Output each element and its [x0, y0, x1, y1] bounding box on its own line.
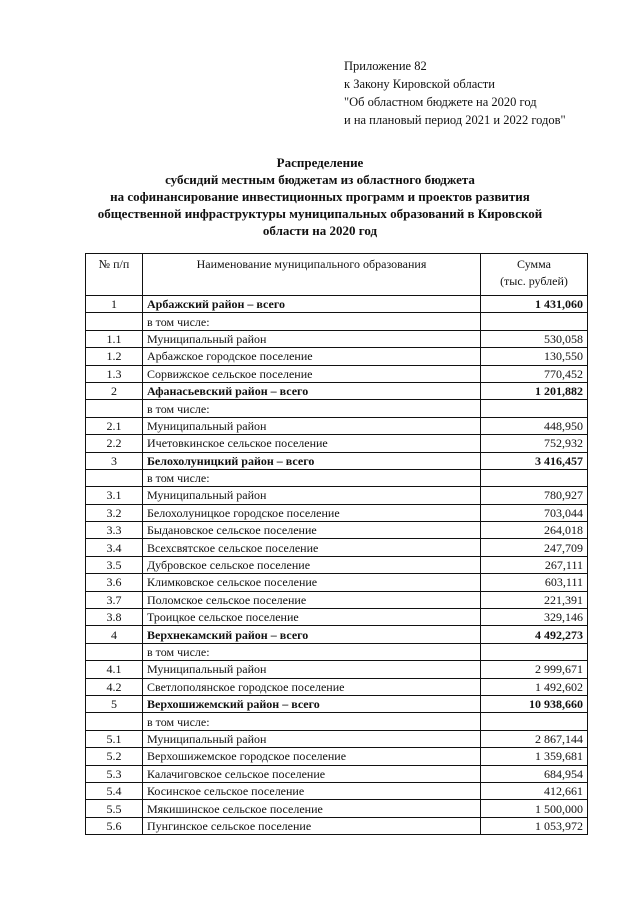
- row-number: [86, 469, 143, 486]
- table-row: [86, 313, 588, 330]
- header-sum-title: Сумма: [517, 257, 551, 271]
- row-name: Мякишинское сельское поселение: [143, 800, 481, 817]
- document-title: [0, 154, 640, 239]
- row-name: Климковское сельское поселение: [143, 574, 481, 591]
- row-sum: 10 938,660: [481, 695, 588, 712]
- row-number: 3.7: [86, 591, 143, 608]
- row-sum: 267,111: [481, 556, 588, 573]
- table-row: [86, 748, 588, 765]
- table-row: [86, 365, 588, 382]
- row-name: Верхошижемский район – всего: [143, 695, 481, 712]
- row-number: 1.2: [86, 348, 143, 365]
- row-number: 3.1: [86, 487, 143, 504]
- row-number: 3.8: [86, 609, 143, 626]
- row-sum: 329,146: [481, 609, 588, 626]
- row-number: 5.3: [86, 765, 143, 782]
- row-sum: 770,452: [481, 365, 588, 382]
- row-sum: 703,044: [481, 504, 588, 521]
- table-row: [86, 417, 588, 434]
- table-row: [86, 591, 588, 608]
- row-sum: 530,058: [481, 330, 588, 347]
- title-line-1: Распределение: [276, 155, 364, 170]
- table-row: [86, 400, 588, 417]
- row-name: Афанасьевский район – всего: [143, 382, 481, 399]
- row-name: Поломское сельское поселение: [143, 591, 481, 608]
- table-row: [86, 504, 588, 521]
- row-number: 2: [86, 382, 143, 399]
- row-number: 3.4: [86, 539, 143, 556]
- row-number: 3.3: [86, 522, 143, 539]
- row-name: Светлополянское городское поселение: [143, 678, 481, 695]
- row-name: Верхошижемское городское поселение: [143, 748, 481, 765]
- row-sum: 264,018: [481, 522, 588, 539]
- table-row: [86, 539, 588, 556]
- header-sum: [481, 254, 588, 296]
- row-sum: 247,709: [481, 539, 588, 556]
- row-sum: [481, 713, 588, 730]
- row-number: [86, 400, 143, 417]
- row-sum: 684,954: [481, 765, 588, 782]
- table-row: [86, 817, 588, 834]
- row-number: 3.5: [86, 556, 143, 573]
- row-sum: 603,111: [481, 574, 588, 591]
- table-row: [86, 626, 588, 643]
- row-sum: [481, 469, 588, 486]
- table-row: [86, 782, 588, 799]
- row-sum: 3 416,457: [481, 452, 588, 469]
- row-sum: 752,932: [481, 435, 588, 452]
- row-sum: 1 492,602: [481, 678, 588, 695]
- row-name: Пунгинское сельское поселение: [143, 817, 481, 834]
- row-name: Арбажский район – всего: [143, 296, 481, 313]
- row-sum: 1 201,882: [481, 382, 588, 399]
- row-sum: 1 431,060: [481, 296, 588, 313]
- header-num: № п/п: [86, 254, 143, 296]
- row-name: Косинское сельское поселение: [143, 782, 481, 799]
- row-number: 1.3: [86, 365, 143, 382]
- row-number: 5.6: [86, 817, 143, 834]
- table-row: [86, 469, 588, 486]
- table-row: [86, 348, 588, 365]
- annex-law: к Закону Кировской области: [344, 77, 495, 91]
- row-sum: 2 867,144: [481, 730, 588, 747]
- table-row: [86, 382, 588, 399]
- table-row: [86, 574, 588, 591]
- table-row: [86, 678, 588, 695]
- row-sum: 1 053,972: [481, 817, 588, 834]
- row-name: Белохолуницкое городское поселение: [143, 504, 481, 521]
- title-line-2: субсидий местным бюджетам из областного бюджета: [165, 172, 475, 187]
- row-number: 5.2: [86, 748, 143, 765]
- row-number: 4.2: [86, 678, 143, 695]
- row-number: 4.1: [86, 661, 143, 678]
- row-name: Всехсвятское сельское поселение: [143, 539, 481, 556]
- table-body: [86, 296, 588, 835]
- row-number: 2.1: [86, 417, 143, 434]
- table-row: [86, 296, 588, 313]
- row-number: 3.6: [86, 574, 143, 591]
- table-row: [86, 609, 588, 626]
- row-sum: [481, 643, 588, 660]
- annex-number: Приложение 82: [344, 59, 427, 73]
- header-name: Наименование муниципального образования: [143, 254, 481, 296]
- table-row: [86, 713, 588, 730]
- row-name: Быдановское сельское поселение: [143, 522, 481, 539]
- row-name: Белохолуницкий район – всего: [143, 452, 481, 469]
- row-sum: 4 492,273: [481, 626, 588, 643]
- row-sum: 221,391: [481, 591, 588, 608]
- row-name: Муниципальный район: [143, 417, 481, 434]
- row-sum: [481, 313, 588, 330]
- row-number: 1.1: [86, 330, 143, 347]
- row-number: 5.5: [86, 800, 143, 817]
- table-row: [86, 487, 588, 504]
- subsidy-table: [85, 253, 588, 835]
- title-line-5: области на 2020 год: [262, 223, 378, 238]
- row-sum: 130,550: [481, 348, 588, 365]
- annex-law-period: и на плановый период 2021 и 2022 годов": [344, 113, 566, 127]
- row-number: [86, 643, 143, 660]
- row-name: в том числе:: [143, 713, 481, 730]
- row-number: 3.2: [86, 504, 143, 521]
- table-row: [86, 435, 588, 452]
- title-line-3: на софинансирование инвестиционных программ и проектов развития: [110, 189, 530, 204]
- table-row: [86, 330, 588, 347]
- table-row: [86, 695, 588, 712]
- row-name: Арбажское городское поселение: [143, 348, 481, 365]
- row-sum: 1 359,681: [481, 748, 588, 765]
- row-sum: 1 500,000: [481, 800, 588, 817]
- row-name: Ичетовкинское сельское поселение: [143, 435, 481, 452]
- row-name: Троицкое сельское поселение: [143, 609, 481, 626]
- table-row: [86, 522, 588, 539]
- table-row: [86, 765, 588, 782]
- row-name: в том числе:: [143, 400, 481, 417]
- row-name: Муниципальный район: [143, 330, 481, 347]
- row-name: Муниципальный район: [143, 730, 481, 747]
- row-number: [86, 313, 143, 330]
- row-number: 5: [86, 695, 143, 712]
- table-row: [86, 452, 588, 469]
- row-sum: 412,661: [481, 782, 588, 799]
- title-line-4: общественной инфраструктуры муниципальных образований в Кировской: [97, 206, 543, 221]
- row-number: [86, 713, 143, 730]
- row-sum: [481, 400, 588, 417]
- table-row: [86, 556, 588, 573]
- row-number: 4: [86, 626, 143, 643]
- row-number: 5.1: [86, 730, 143, 747]
- row-name: Дубровское сельское поселение: [143, 556, 481, 573]
- row-number: 1: [86, 296, 143, 313]
- row-name: в том числе:: [143, 643, 481, 660]
- row-number: 5.4: [86, 782, 143, 799]
- row-name: в том числе:: [143, 313, 481, 330]
- table-row: [86, 643, 588, 660]
- row-number: 3: [86, 452, 143, 469]
- row-name: Калачиговское сельское поселение: [143, 765, 481, 782]
- row-name: в том числе:: [143, 469, 481, 486]
- row-sum: 780,927: [481, 487, 588, 504]
- row-name: Верхнекамский район – всего: [143, 626, 481, 643]
- row-number: 2.2: [86, 435, 143, 452]
- row-name: Сорвижское сельское поселение: [143, 365, 481, 382]
- table-row: [86, 800, 588, 817]
- table-header-row: [86, 254, 588, 296]
- row-sum: 2 999,671: [481, 661, 588, 678]
- table-row: [86, 730, 588, 747]
- annex-law-title: "Об областном бюджете на 2020 год: [344, 95, 537, 109]
- row-sum: 448,950: [481, 417, 588, 434]
- row-name: Муниципальный район: [143, 487, 481, 504]
- annex-header: [344, 57, 566, 129]
- table-row: [86, 661, 588, 678]
- header-sum-unit: (тыс. рублей): [500, 274, 568, 288]
- row-name: Муниципальный район: [143, 661, 481, 678]
